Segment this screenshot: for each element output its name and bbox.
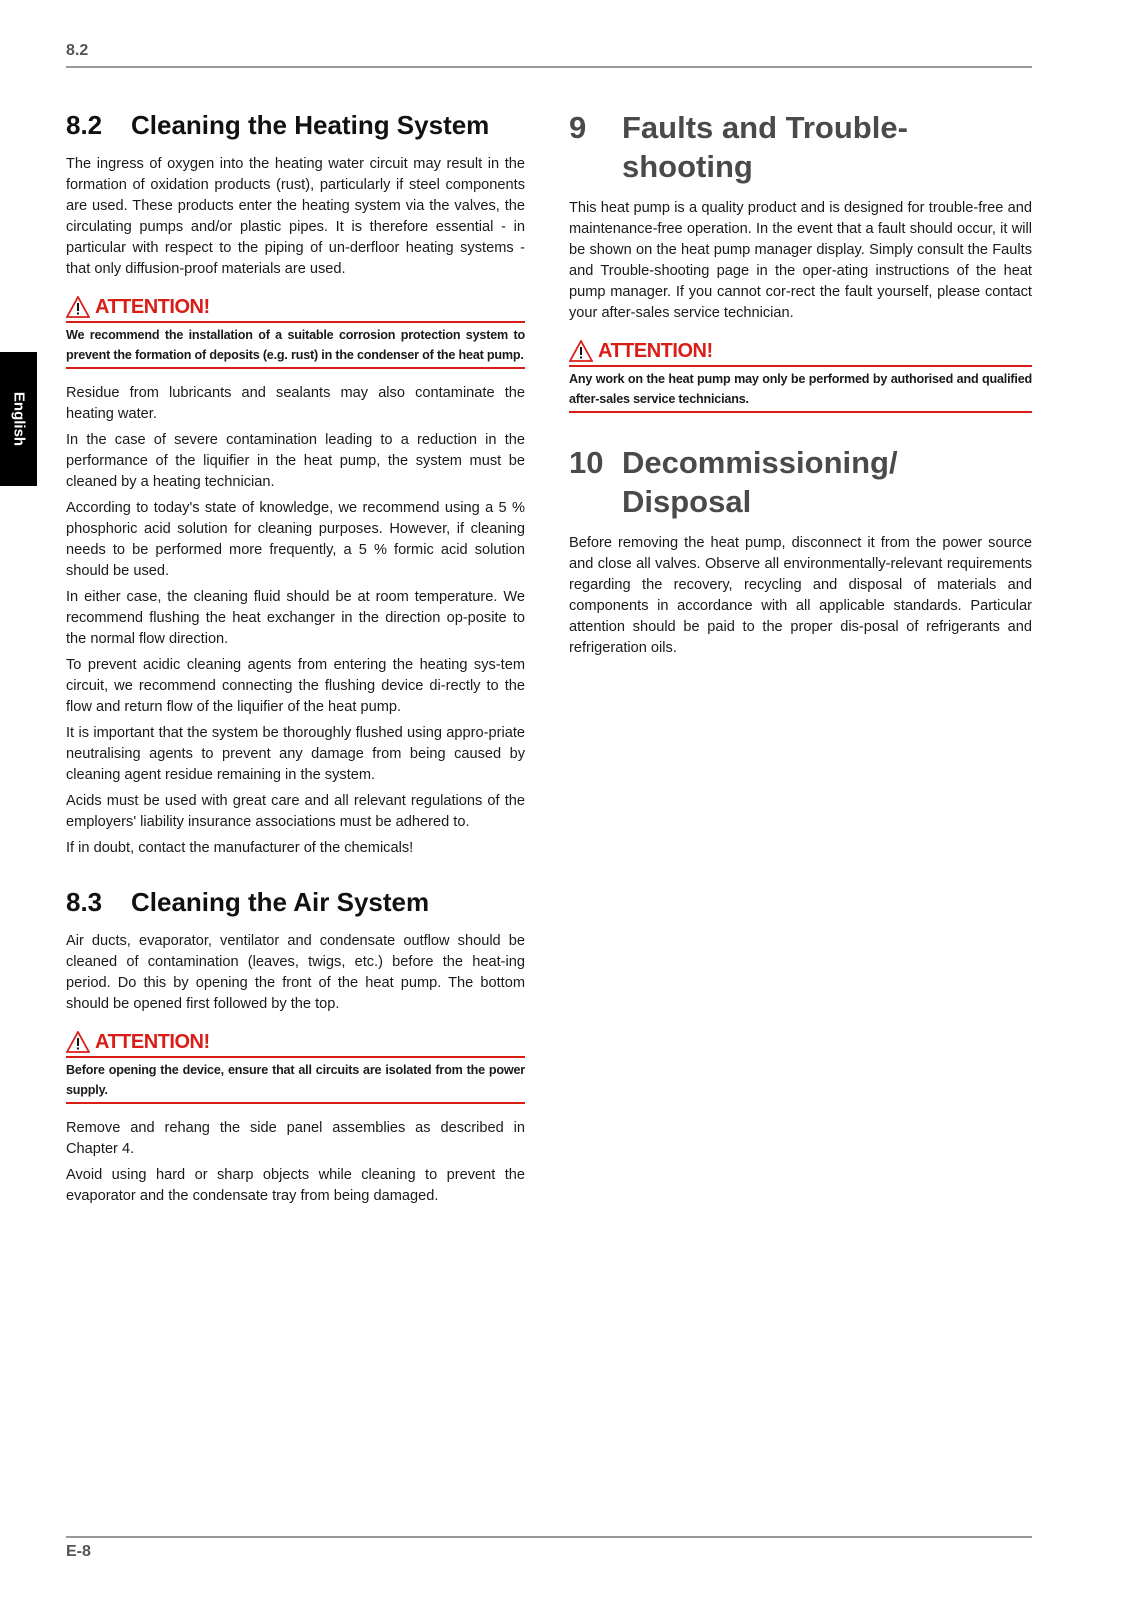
- attention-box: [66, 1029, 525, 1104]
- attention-label: ATTENTION!: [95, 295, 210, 318]
- heading-8-3: [66, 885, 525, 919]
- attention-box: [569, 338, 1032, 413]
- paragraph: To prevent acidic cleaning agents from entering the heating sys-tem circuit, we recommend connecting the flushing device di-rectly to the flow and return flow of the liquifier of the heat pump.: [66, 657, 525, 715]
- heading-10-title-line1: Decommissioning/: [622, 445, 898, 480]
- attention-header: [569, 338, 1032, 364]
- warning-icon: [66, 296, 90, 318]
- paragraph: Air ducts, evaporator, ventilator and condensate outflow should be cleaned of contamination (leaves, twigs, etc.) before the heat-ing period. Do this by opening the front of the heat pump. The bottom should be opened first followed by the top.: [66, 933, 525, 1012]
- paragraph: It is important that the system be thoroughly flushed using appro-priate neutralising agents to prevent any damage from being caused by cleaning agent residue remaining in the system.: [66, 725, 525, 783]
- warning-icon: [569, 340, 593, 362]
- attention-rule-bottom: [66, 367, 525, 369]
- paragraph: The ingress of oxygen into the heating water circuit may result in the formation of oxidation products (rust), particularly if steel components are used. These products enter the heating system via the valves, the circulating pumps and/or plastic pipes. It is therefore essential - in particular with respect to the piping of un-derfloor heating systems - that only diffusion-proof materials are used.: [66, 156, 525, 277]
- attention-box: [66, 294, 525, 369]
- attention-header: [66, 294, 525, 320]
- paragraph: Before removing the heat pump, disconnect it from the power source and close all valves. Observe all environmentally-relevant requirements regarding the recovery, recycling and disposal of materials and components in accordance with all applicable standards. Particular attention should be paid to the proper dis-posal of refrigerants and refrigeration oils.: [569, 535, 1032, 656]
- heading-9: [569, 108, 1032, 186]
- paragraph: Avoid using hard or sharp objects while cleaning to prevent the evaporator and the condensate tray from being damaged.: [66, 1167, 525, 1204]
- paragraph: Residue from lubricants and sealants may also contaminate the heating water.: [66, 385, 525, 422]
- right-column: [569, 108, 1032, 664]
- attention-label: ATTENTION!: [598, 339, 713, 362]
- warning-icon: [66, 1031, 90, 1053]
- language-tab-label: English: [10, 391, 27, 447]
- language-tab: [0, 352, 37, 486]
- heading-10-number: 10: [569, 445, 604, 480]
- heading-8-3-title: Cleaning the Air System: [131, 887, 430, 917]
- paragraph: Remove and rehang the side panel assemblies as described in Chapter 4.: [66, 1120, 525, 1157]
- heading-8-2: [66, 108, 525, 142]
- page-number: E-8: [66, 1543, 91, 1560]
- heading-8-2-title: Cleaning the Heating System: [131, 110, 490, 140]
- heading-9-title-line1: Faults and Trouble-: [622, 110, 908, 145]
- heading-8-3-number: 8.3: [66, 887, 103, 917]
- heading-8-2-number: 8.2: [66, 110, 103, 140]
- heading-10: [569, 443, 1032, 521]
- paragraph: In the case of severe contamination leading to a reduction in the performance of the liquifier in the heat pump, the system must be cleaned by a heating technician.: [66, 432, 525, 490]
- attention-text: Before opening the device, ensure that all circuits are isolated from the power supply.: [66, 1063, 525, 1097]
- attention-rule-bottom: [569, 411, 1032, 413]
- footer-rule: [66, 1536, 1032, 1538]
- paragraph: According to today's state of knowledge, we recommend using a 5 % phosphoric acid solution for cleaning purposes. However, if cleaning needs to be performed more frequently, a 5 % formic acid solution should be used.: [66, 500, 525, 579]
- heading-9-title-line2: shooting: [622, 149, 753, 184]
- attention-label: ATTENTION!: [95, 1030, 210, 1053]
- paragraph: This heat pump is a quality product and is designed for trouble-free and maintenance-free operation. In the event that a fault should occur, it will be shown on the heat pump manager display. Simply consult the Faults and Trouble-shooting page in the oper-ating instructions of the heat pump manager. If you cannot cor-rect the fault yourself, please contact your after-sales service technician.: [569, 200, 1032, 321]
- attention-text: Any work on the heat pump may only be performed by authorised and qualified after-sales service technicians.: [569, 372, 1032, 406]
- paragraph: If in doubt, contact the manufacturer of the chemicals!: [66, 840, 414, 856]
- header-rule: [66, 66, 1032, 68]
- paragraph: In either case, the cleaning fluid should be at room temperature. We recommend flushing the heat exchanger in the direction op-posite to the normal flow direction.: [66, 589, 525, 647]
- attention-rule-bottom: [66, 1102, 525, 1104]
- attention-header: [66, 1029, 525, 1055]
- header-section-number: 8.2: [66, 42, 89, 59]
- paragraph: Acids must be used with great care and all relevant regulations of the employers' liability insurance associations must be adhered to.: [66, 793, 525, 830]
- heading-9-number: 9: [569, 110, 587, 145]
- heading-10-title-line2: Disposal: [622, 484, 752, 519]
- attention-text: We recommend the installation of a suitable corrosion protection system to prevent the formation of deposits (e.g. rust) in the condenser of the heat pump.: [66, 328, 525, 362]
- left-column: [66, 108, 525, 1212]
